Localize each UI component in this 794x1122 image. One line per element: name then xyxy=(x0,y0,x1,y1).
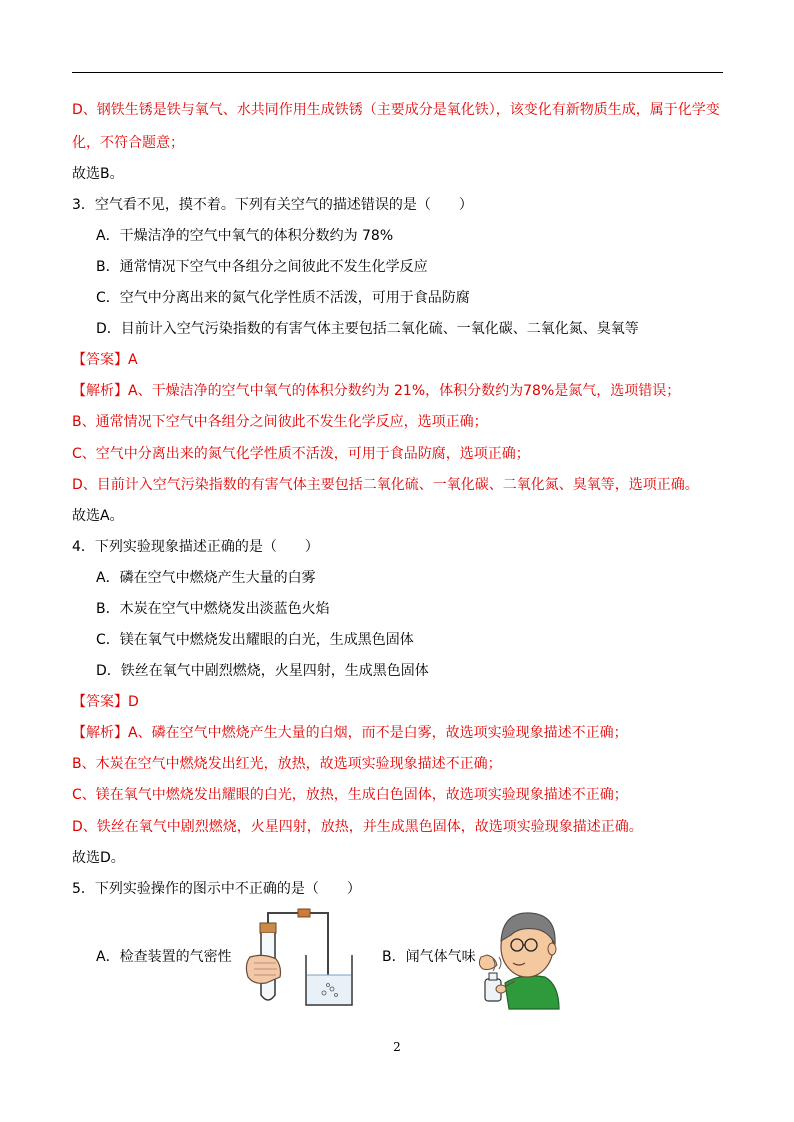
q3-choose: 故选A。 xyxy=(72,508,124,524)
q5-option-a: A．检查装置的气密性 xyxy=(96,949,232,965)
prev-option-d-line2: 化，不符合题意； xyxy=(72,135,184,151)
q4-option-d: D．铁丝在氧气中剧烈燃烧，火星四射，生成黑色固体 xyxy=(96,663,429,679)
q4-analysis-b: B、木炭在空气中燃烧发出红光，放热，故选项实验现象描述不正确； xyxy=(72,756,502,772)
q3-analysis-a: 【解析】A、干燥洁净的空气中氧气的体积分数约为 21%，体积分数约为78%是氮气，选项错误； xyxy=(72,383,681,399)
q5-option-b: B．闻气体气味 xyxy=(382,949,476,965)
q3-option-d: D．目前计入空气污染指数的有害气体主要包括二氧化硫、一氧化碳、二氧化氮、臭氧等 xyxy=(96,321,639,337)
prev-choose: 故选B。 xyxy=(72,166,124,182)
q4-option-b: B．木炭在空气中燃烧发出淡蓝色火焰 xyxy=(96,601,330,617)
q3-option-b: B．通常情况下空气中各组分之间彼此不发生化学反应 xyxy=(96,259,428,275)
page-number: 2 xyxy=(393,1040,401,1054)
q3-analysis-c: C、空气中分离出来的氮气化学性质不活泼，可用于食品防腐，选项正确； xyxy=(72,446,530,462)
q4-choose: 故选D。 xyxy=(72,850,125,866)
q3-analysis-d: D、目前计入空气污染指数的有害气体主要包括二氧化硫、一氧化碳、二氧化氮、臭氧等，选项正确。 xyxy=(72,477,699,493)
prev-option-d-line1: D、钢铁生锈是铁与氧气、水共同作用生成铁锈（主要成分是氧化铁），该变化有新物质生成，属于化学变 xyxy=(72,102,720,118)
q4-analysis-a: 【解析】A、磷在空气中燃烧产生大量的白烟，而不是白雾，故选项实验现象描述不正确； xyxy=(72,725,628,741)
q4-option-a: A．磷在空气中燃烧产生大量的白雾 xyxy=(96,570,316,586)
q3-option-c: C．空气中分离出来的氮气化学性质不活泼，可用于食品防腐 xyxy=(96,290,470,306)
q3-analysis-b: B、通常情况下空气中各组分之间彼此不发生化学反应，选项正确； xyxy=(72,414,488,430)
q3-answer: 【答案】A xyxy=(72,352,138,368)
smelling-gas-figure xyxy=(475,905,565,1010)
q4-answer: 【答案】D xyxy=(72,694,139,710)
q3-option-a: A．干燥洁净的空气中氧气的体积分数约为 78% xyxy=(96,228,394,244)
q5-stem: 5．下列实验操作的图示中不正确的是（ ） xyxy=(72,881,361,897)
q3-stem: 3．空气看不见，摸不着。下列有关空气的描述错误的是（ ） xyxy=(72,197,473,213)
header-rule xyxy=(72,72,723,73)
q4-stem: 4．下列实验现象描述正确的是（ ） xyxy=(72,539,319,555)
q4-option-c: C．镁在氧气中燃烧发出耀眼的白光，生成黑色固体 xyxy=(96,632,414,648)
q4-analysis-d: D、铁丝在氧气中剧烈燃烧，火星四射，放热，并生成黑色固体，故选项实验现象描述正确。 xyxy=(72,819,643,835)
q4-analysis-c: C、镁在氧气中燃烧发出耀眼的白光，放热，生成白色固体，故选项实验现象描述不正确； xyxy=(72,787,628,803)
airtightness-check-figure xyxy=(240,905,370,1010)
